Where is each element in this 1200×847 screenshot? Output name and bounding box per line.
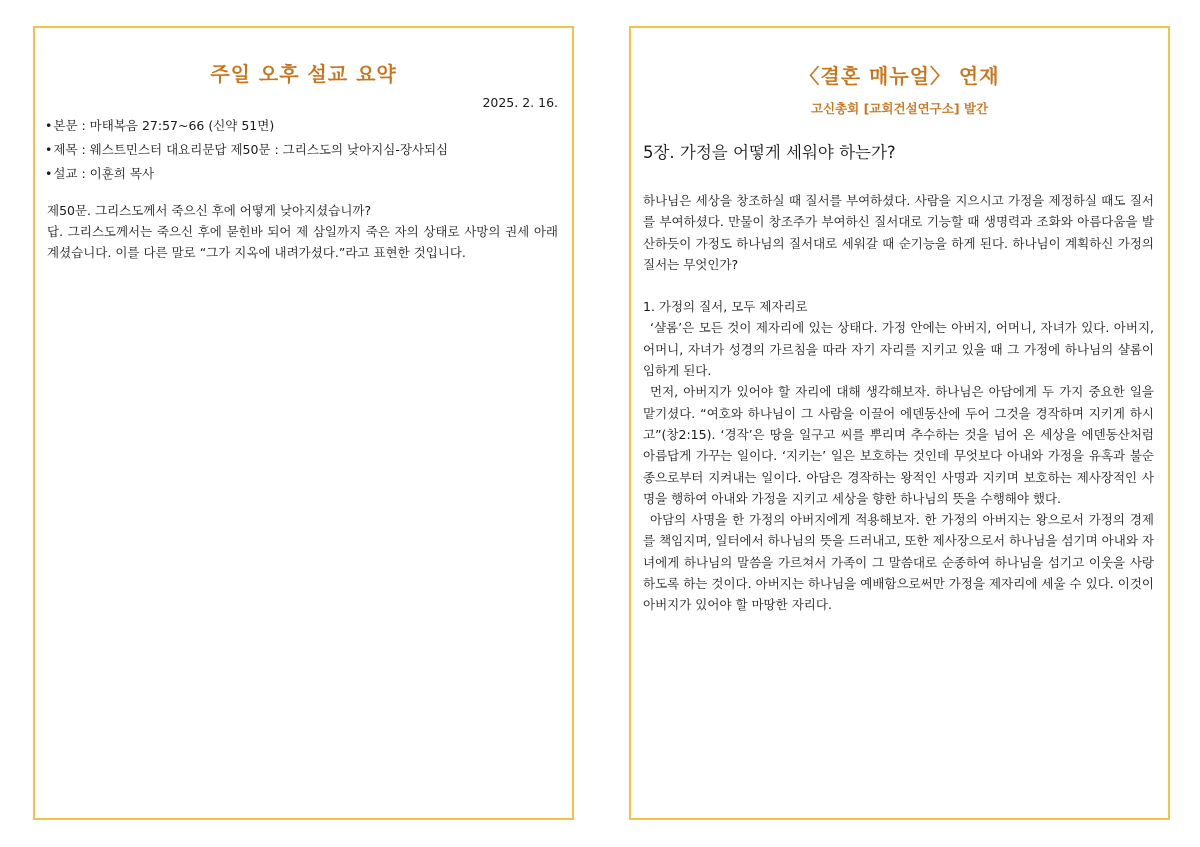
chapter-body [643, 190, 1154, 616]
body-paragraph-2: 먼저, 아버지가 있어야 할 자리에 대해 생각해보자. 하나님은 아담에게 두 가지 중요한 일을 맡기셨다. “여호와 하나님이 그 사람을 이끌어 에덴동산에 두어 그것을 경작하며 지키게 하시고”(창2:15). ‘경작’은 땅을 일구고 씨를 뿌리며 추수하는 것을 넘어 온 세상을 에덴동산처럼 아름답게 가꾸는 일이다. ‘지키는’ 일은 보호하는 것인데 무엇보다 아내와 가정을 유혹과 불순종으로부터 지켜내는 일이다. 아담은 경작하는 왕적인 사명과 지키며 보호하는 제사장적인 사명을 행하여 아내와 가정을 지키고 세상을 향한 하나님의 뜻을 수행해야 했다. [643, 384, 1154, 506]
meta-preacher: • 설교 : 이훈희 목사 [45, 162, 572, 186]
body-paragraph-1: ‘샬롬’은 모든 것이 제자리에 있는 상태다. 가정 안에는 아버지, 어머니, 자녀가 있다. 아버지, 어머니, 자녀가 성경의 가르침을 따라 자기 자리를 지키고 있을 때 그 가정에 하나님의 샬롬이 임하게 된다. [643, 320, 1154, 379]
sermon-meta-list [45, 114, 572, 186]
meta-scripture: • 본문 : 마태복음 27:57~66 (신약 51면) [45, 114, 572, 138]
left-page [33, 26, 574, 820]
section-heading: 1. 가정의 질서, 모두 제자리로 [643, 299, 808, 315]
catechism-question: 제50문. 그리스도께서 죽으신 후에 어떻게 낮아지셨습니까? [47, 203, 372, 218]
chapter-heading: 5장. 가정을 어떻게 세워야 하는가? [643, 143, 896, 162]
sermon-date: 2025. 2. 16. [482, 95, 558, 110]
series-title: 〈결혼 매뉴얼〉 연재 [799, 64, 1000, 88]
body-paragraph-3: 아담의 사명을 한 가정의 아버지에게 적용해보자. 한 가정의 아버지는 왕으로서 가정의 경제를 책임지며, 일터에서 하나님의 뜻을 드러내고, 또한 제사장으로서 하나님을 섬기며 아내와 자녀에게 하나님의 말씀을 가르쳐서 가족이 그 말씀대로 순종하여 하나님을 섬기고 이웃을 사랑하도록 하는 것이다. 아버지는 하나님을 예배함으로써만 가정을 제자리에 세울 수 있다. 이것이 아버지가 있어야 할 마땅한 자리다. [643, 512, 1154, 613]
catechism-answer: 답. 그리스도께서는 죽으신 후에 묻힌바 되어 제 삼일까지 죽은 자의 상태로 사망의 권세 아래 계셨습니다. 이를 다른 말로 “그가 지옥에 내려가셨다.”라고 표현한 것입니다. [47, 224, 558, 260]
meta-sermon-title: • 제목 : 웨스트민스터 대요리문답 제50문 : 그리스도의 낮아지심-장사되심 [45, 138, 572, 162]
intro-paragraph: 하나님은 세상을 창조하실 때 질서를 부여하셨다. 사람을 지으시고 가정을 제정하실 때도 질서를 부여하셨다. 만물이 창조주가 부여하신 질서대로 기능할 때 생명력과 조화와 아름다움을 발산하듯이 가정도 하나님의 질서대로 세워갈 때 순기능을 하게 된다. 하나님이 계획하신 가정의 질서는 무엇인가? [643, 193, 1154, 272]
right-page [629, 26, 1170, 820]
sermon-body [47, 200, 558, 263]
paragraph-gap [643, 275, 1154, 296]
series-publisher: 고신총회 [교회건설연구소] 발간 [810, 101, 989, 116]
sermon-summary-title: 주일 오후 설교 요약 [210, 62, 397, 86]
